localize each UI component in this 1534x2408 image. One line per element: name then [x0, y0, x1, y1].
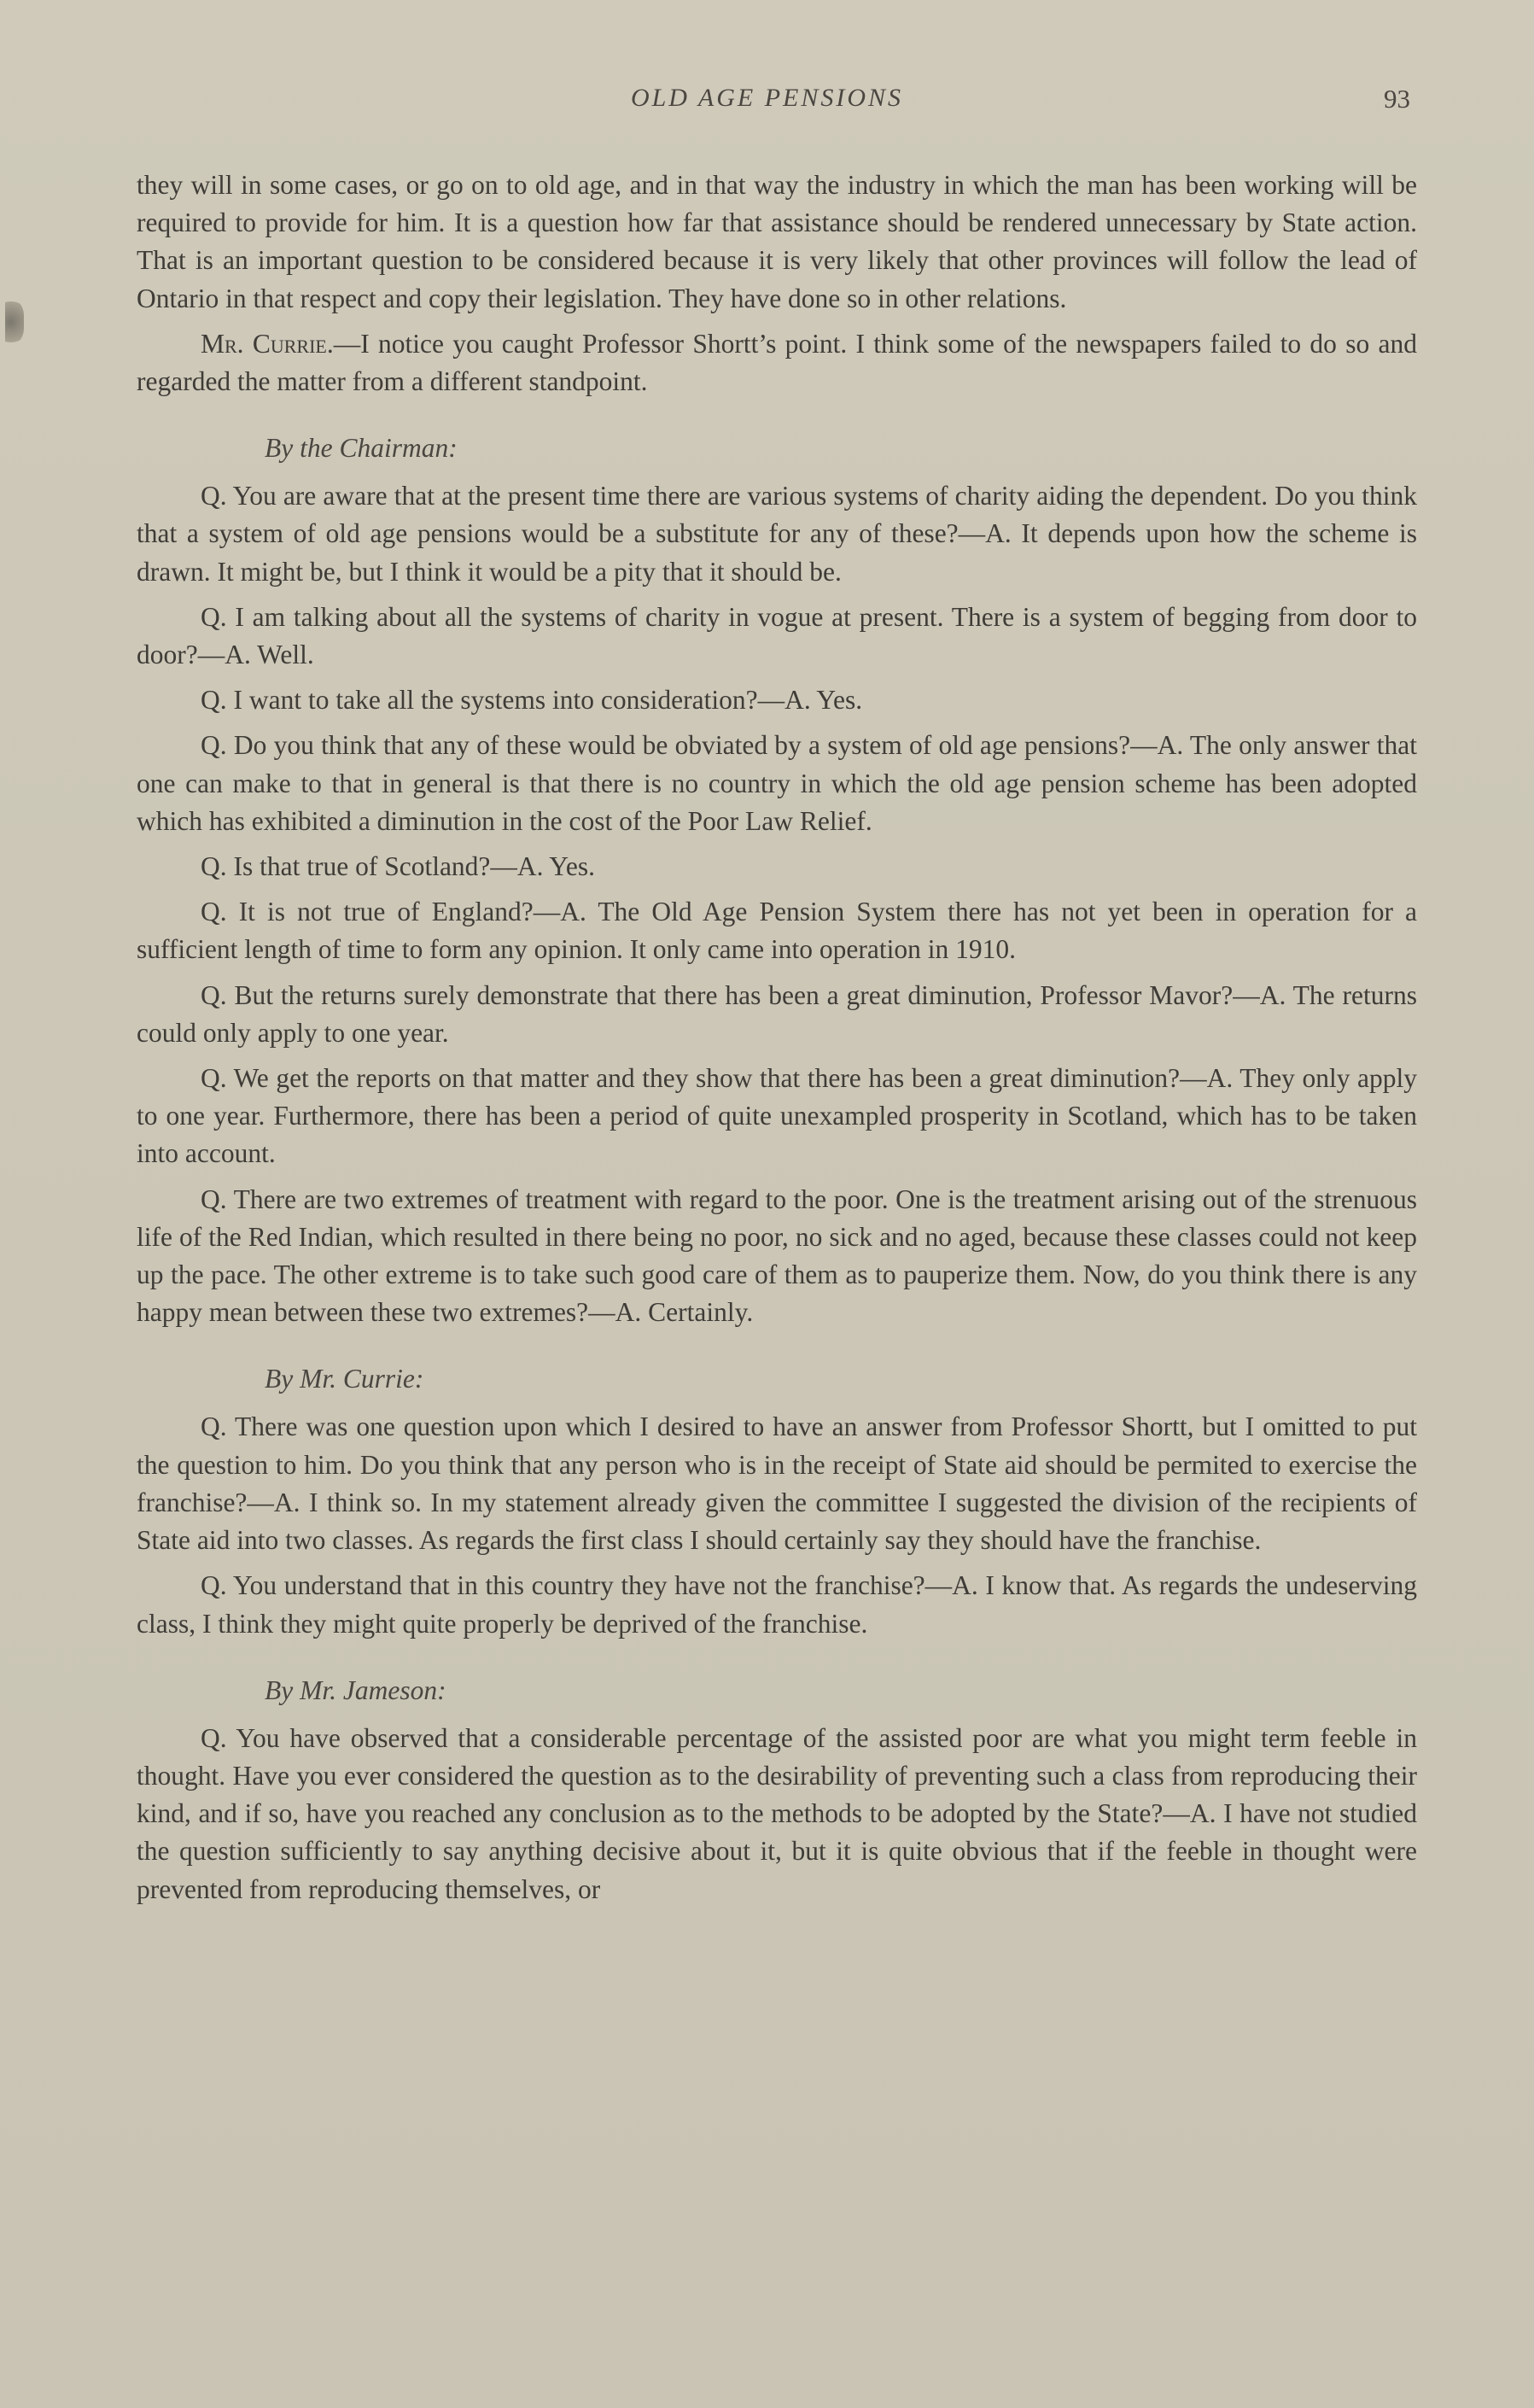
speaker-name: Mr. Currie.	[201, 328, 334, 359]
question-answer: Q. But the returns surely demonstrate that there has been a great diminution, Professor Mavor?—A. The returns could only apply to one year.	[137, 979, 1417, 1048]
question-answer: Q. I am talking about all the systems of charity in vogue at present. There is a system of begging from door to door?—A. Well.	[137, 601, 1417, 670]
section-heading-currie: By Mr. Currie:	[265, 1364, 424, 1394]
question-answer: Q. There are two extremes of treatment with regard to the poor. One is the treatment arising out of the strenuous life of the Red Indian, which resulted in there being no poor, no sick and no aged, because these classes could not keep up the pace. The other extreme is to take such good care of them as to pauperize them. Now, do you think there is any happy mean between these two extremes?—A. Certainly.	[137, 1184, 1417, 1328]
running-title: OLD AGE PENSIONS	[630, 84, 904, 112]
question-answer: Q. You are aware that at the present time there are various systems of charity aiding the dependent. Do you think that a system of old age pensions would be a substitute for any of these?—A. It depends upon how the scheme is drawn. It might be, but I think it would be a pity that it should be.	[137, 481, 1417, 587]
question-answer: Q. You have observed that a considerable percentage of the assisted poor are what you might term feeble in thought. Have you ever considered the question as to the desirability of preventing such a class from reproducing their kind, and if so, have you reached any conclusion as to the methods to be adopted by the State?—A. I have not studied the question sufficiently to say anything decisive about it, but it is quite obvious that if the feeble in thought were prevented from reproducing themselves, or	[137, 1722, 1417, 1904]
question-answer: Q. It is not true of England?—A. The Old Age Pension System there has not yet been in operation for a sufficient length of time to form any opinion. It only came into operation in 1910.	[137, 897, 1417, 965]
paragraph-continued: they will in some cases, or go on to old age, and in that way the industry in which the man has been working will be required to provide for him. It is a question how far that assistance should be rendered unnecessary by State action. That is an important question to be considered because it is very likely that other provinces will follow the lead of Ontario in that respect and copy their legislation. They have done so in other relations.	[137, 170, 1417, 313]
question-answer: Q. You understand that in this country they have not the franchise?—A. I know that. As regards the undeserving class, I think they might quite properly be deprived of the franchise.	[137, 1570, 1417, 1639]
question-answer: Q. There was one question upon which I desired to have an answer from Professor Shortt, but I omitted to put the question to him. Do you think that any person who is in the receipt of State aid should be permited to exercise the franchise?—A. I think so. In my statement already given the committee I suggested the division of the recipients of State aid into two classes. As regards the first class I should certainly say they should have the franchise.	[137, 1411, 1417, 1556]
question-answer: Q. Do you think that any of these would be obviated by a system of old age pensions?—A. The only answer that one can make to that in general is that there is no country in which the old age pension scheme has been adopted which has exhibited a diminution in the cost of the Poor Law Relief.	[137, 730, 1417, 836]
question-answer: Q. Is that true of Scotland?—A. Yes.	[201, 851, 595, 882]
page-number: 93	[1384, 84, 1410, 114]
body-text	[137, 167, 1417, 1916]
margin-ink-mark	[5, 296, 24, 348]
speaker-text: —I notice you caught Professor Shortt’s point. I think some of the newspapers failed to do so and regarded the matter from a different standpoint.	[137, 328, 1417, 397]
paragraph-currie-remark	[137, 325, 1417, 400]
section-heading-jameson: By Mr. Jameson:	[265, 1674, 446, 1705]
question-answer: Q. I want to take all the systems into consideration?—A. Yes.	[201, 685, 863, 716]
question-answer: Q. We get the reports on that matter and they show that there has been a great diminution?—A. They only apply to one year. Furthermore, there has been a period of quite unexampled prosperity in Scotland, which has to be taken into account.	[137, 1063, 1417, 1169]
section-heading-chairman: By the Chairman:	[265, 433, 458, 464]
